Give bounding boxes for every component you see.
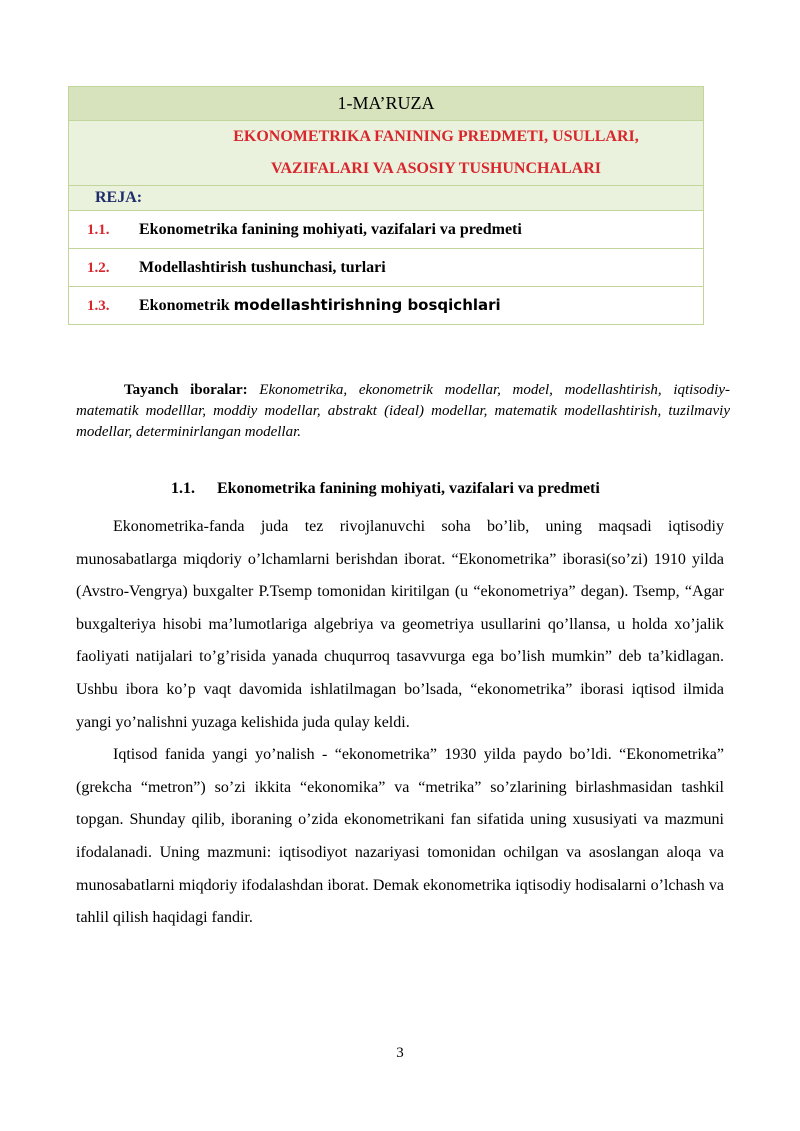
plan-item (69, 249, 704, 287)
plan-item-number: 1.3. (87, 298, 110, 314)
page-number: 3 (396, 1045, 404, 1061)
paragraph: Iqtisod fanida yangi yo’nalish - “ekonometrika” 1930 yilda paydo bo’ldi. “Ekonometrika” (grekcha “metron”) so’zi ikkita “ekonomika” va “metrika” so’zlarining birlashmasidan tashkil topgan. Shunday qilib, iboraning o’zida ekonometrikani fan sifatida uning xususiyati va mazmuni ifodalanadi. Uning mazmuni: iqtisodiyot nazariyasi tomonidan ochilgan va asoslangan aloqa va munosabatlarni miqdoriy ifodalashdan iborat. Demak ekonometrika iqtisodiy hodisalarni o’lchash va tahlil qilish haqidagi fandir. (76, 746, 724, 927)
section-number: 1.1. (171, 480, 195, 497)
section-title: Ekonometrika fanining mohiyati, vazifalari va predmeti (217, 480, 600, 497)
plan-item-text-b: modellashtirishning bosqichlari (233, 296, 501, 314)
plan-item (69, 287, 704, 325)
body-text (76, 511, 724, 935)
keywords-list: Ekonometrika, ekonometrik modellar, model, modellashtirish, iqtisodiy-matematik modelllar, moddiy modellar, abstrakt (ideal) modellar, matematik modellashtirish, tuzilmaviy modellar, determinirlangan modellar. (76, 382, 730, 440)
lecture-number: 1-MA’RUZA (69, 87, 704, 121)
plan-item-number: 1.1. (87, 221, 110, 238)
paragraph: Ekonometrika-fanda juda tez rivojlanuvchi soha bo’lib, uning maqsadi iqtisodiy munosabatlarga miqdoriy o’lchamlarni berishdan iborat. “Ekonometrika” iborasi(so’zi) 1910 yilda (Avstro-Vengrya) buxgalter P.Tsemp tomonidan kiritilgan (u “ekonometriya” degan). Tsemp, “Agar buxgalteriya hisobi ma’lumotlariga algebriya va geometriya usullarini qo’llansa, u holda xo’jalik faoliyati natijalari to’g’risida yanada chuqurroq tasavvurga ega bo’lish mumkin” deb ta’kidlagan. Ushbu ibora ko’p vaqt davomida ishlatilmagan bo’lsada, “ekonometrika” iborasi iqtisod ilmida yangi yo’nalishni yuzaga kelishida juda qulay keldi. (76, 518, 724, 731)
plan-item-text: Modellashtirish tushunchasi, turlari (139, 258, 386, 276)
plan-label-cell (69, 186, 704, 211)
section-heading (171, 480, 731, 498)
plan-label: REJA: (95, 189, 143, 206)
plan-item-text-a: Ekonometrik (139, 297, 230, 314)
plan-item-text: Ekonometrika fanining mohiyati, vazifalari va predmeti (139, 220, 522, 238)
keywords-label: Tayanch iboralar: (124, 382, 248, 398)
plan-item (69, 211, 704, 249)
lecture-title-line-2: VAZIFALARI VA ASOSIY TUSHUNCHALARI (270, 160, 602, 177)
keywords-block (76, 380, 730, 443)
lecture-header-table (68, 86, 704, 325)
lecture-title-line-1: EKONOMETRIKA FANINING PREDMETI, USULLARI, (233, 128, 639, 145)
lecture-title (69, 121, 704, 186)
plan-item-number: 1.2. (87, 259, 110, 276)
